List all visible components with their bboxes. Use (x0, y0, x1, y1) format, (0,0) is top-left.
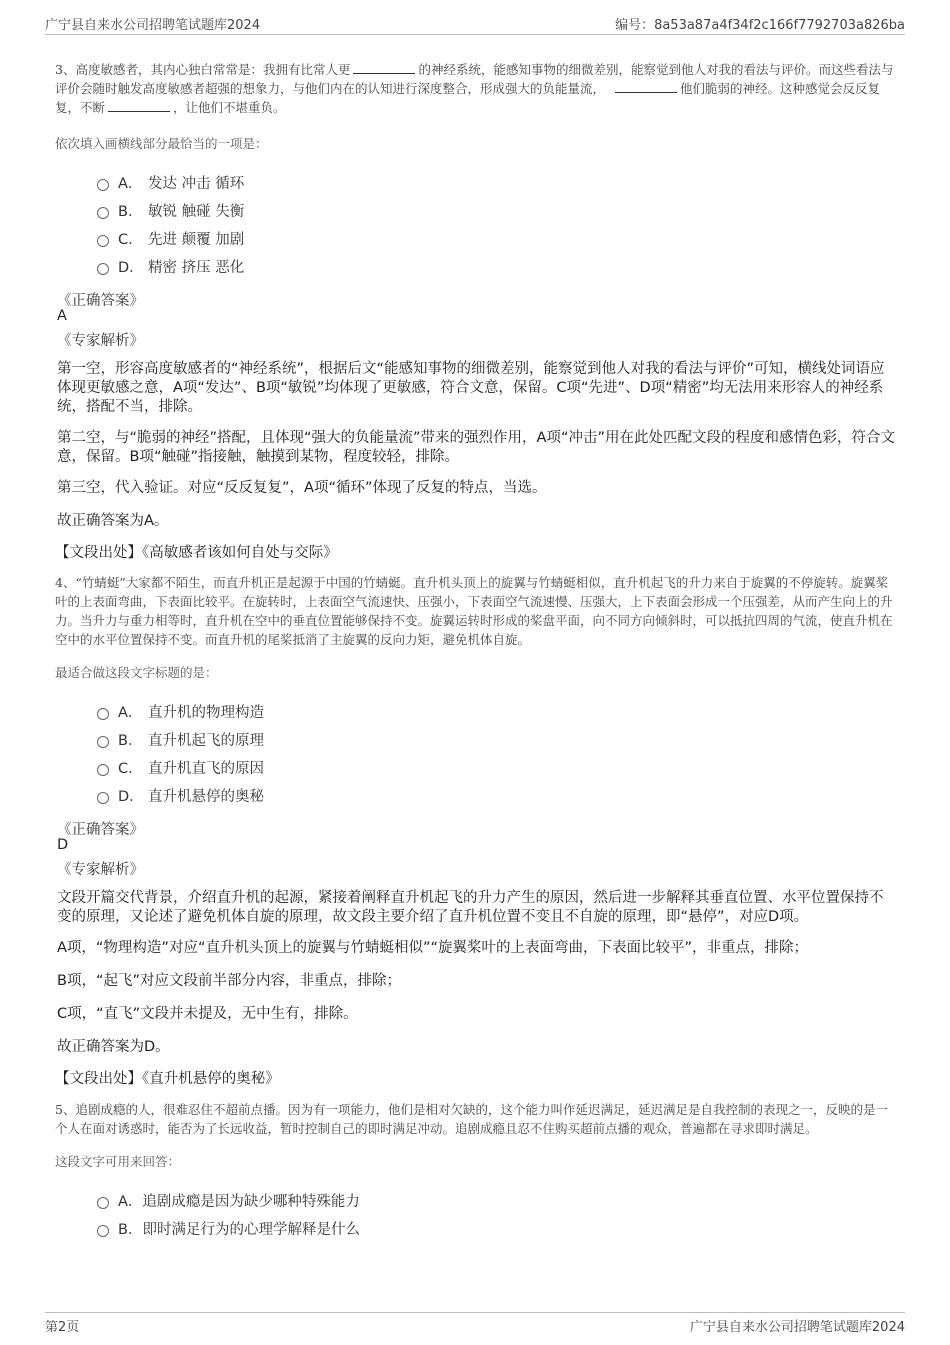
question-4-options (55, 697, 895, 809)
page-number: 第2页 (45, 1320, 80, 1335)
analysis-paragraph: 第二空，与“脆弱的神经”搭配，且体现“强大的负能量流”带来的强烈作用，A项“冲击”用在此处匹配文段的程度和感情色彩，符合文意，保留。B项“触碰”指接触，触摸到某物，程度较轻，排除。 (57, 430, 895, 465)
radio-button-icon[interactable] (97, 764, 109, 776)
answer-label: 《正确答案》 (57, 293, 144, 309)
analysis-paragraph: A项，“物理构造”对应“直升机头顶上的旋翼与竹蜻蜓相似”“旋翼桨叶的上表面弯曲，下表面比较平”，非重点，排除； (57, 940, 808, 956)
analysis-label: 《专家解析》 (57, 333, 144, 349)
source-citation: 【文段出处】《直升机悬停的奥秘》 (55, 1071, 280, 1087)
question-4-text: 4、“竹蜻蜓”大家都不陌生，而直升机正是起源于中国的竹蜻蜓。直升机头顶上的旋翼与竹蜻蜓相似，直升机起飞的升力来自于旋翼的不停旋转。旋翼桨叶的上表面弯曲，下表面比较平。在旋转时，上表面空气流速快、压强小，下表面空气流速慢、压强大，上下表面会形成一个压强差，从而产生向上的升力。当升力与重力相等时，直升机在空中的垂直位置能够保持不变。旋翼运转时形成的桨盘平面，向不同方向倾斜时，可以抵抗四周的气流，使直升机在空中的水平位置保持不变。而直升机的尾桨抵消了主旋翼的反向力矩，避免机体自旋。 (55, 575, 893, 647)
source-citation: 【文段出处】《高敏感者该如何自处与交际》 (55, 545, 338, 561)
option-b[interactable]: B． 即时满足行为的心理学解释是什么 (97, 1214, 895, 1242)
question-5-prompt: 这段文字可用来回答： (55, 1154, 181, 1169)
answer-value: A (57, 308, 67, 324)
option-d[interactable]: D． 直升机悬停的奥秘 (97, 781, 895, 809)
question-4-prompt: 最适合做这段文字标题的是： (55, 665, 218, 680)
page-footer (45, 1312, 905, 1335)
radio-button-icon[interactable] (97, 792, 109, 804)
option-c[interactable]: C． 直升机直飞的原因 (97, 753, 895, 781)
fill-blank-1 (353, 61, 415, 74)
radio-button-icon[interactable] (97, 708, 109, 720)
answer-label: 《正确答案》 (57, 822, 144, 838)
option-a[interactable]: A． 直升机的物理构造 (97, 697, 895, 725)
analysis-conclusion: 故正确答案为D。 (57, 1039, 170, 1055)
analysis-label: 《专家解析》 (57, 862, 144, 878)
radio-button-icon[interactable] (97, 179, 109, 191)
radio-button-icon[interactable] (97, 207, 109, 219)
option-a[interactable]: A． 追剧成瘾是因为缺少哪种特殊能力 (97, 1186, 895, 1214)
page-header (45, 14, 905, 35)
option-d[interactable]: D． 精密 挤压 恶化 (97, 252, 895, 280)
radio-button-icon[interactable] (97, 1225, 109, 1237)
option-c[interactable]: C． 先进 颠覆 加剧 (97, 224, 895, 252)
analysis-paragraph: 第一空，形容高度敏感者的“神经系统”，根据后文“能感知事物的细微差别，能察觉到他人对我的看法与评价”可知，横线处词语应体现更敏感之意，A项“发达”、B项“敏锐”均体现了更敏感，符合文意，保留。C项“先进”、D项“精密”均无法用来形容人的神经系统，搭配不当，排除。 (57, 361, 885, 415)
option-b[interactable]: B． 敏锐 触碰 失衡 (97, 196, 895, 224)
question-5-options (55, 1186, 895, 1242)
analysis-paragraph: B项，“起飞”对应文段前半部分内容，非重点，排除； (57, 973, 401, 989)
option-b[interactable]: B． 直升机起飞的原理 (97, 725, 895, 753)
header-serial-number: 编号：8a53a87a4f34f2c166f7792703a826ba (615, 18, 905, 33)
question-3-options (55, 168, 895, 280)
analysis-paragraph: 文段开篇交代背景，介绍直升机的起源，紧接着阐释直升机起飞的升力产生的原因，然后进一步解释其垂直位置、水平位置保持不变的原理，又论述了避免机体自旋的原理，故文段主要介绍了直升机位置不变且不自旋的原理，即“悬停”，对应D项。 (57, 890, 884, 925)
answer-value: D (57, 837, 69, 853)
radio-button-icon[interactable] (97, 235, 109, 247)
fill-blank-2 (615, 80, 677, 93)
radio-button-icon[interactable] (97, 263, 109, 275)
analysis-paragraph: C项，“直飞”文段并未提及，无中生有，排除。 (57, 1006, 358, 1022)
radio-button-icon[interactable] (97, 736, 109, 748)
option-a[interactable]: A． 发达 冲击 循环 (97, 168, 895, 196)
question-5-text: 5、追剧成瘾的人，很难忍住不超前点播。因为有一项能力，他们是相对欠缺的，这个能力叫作延迟满足，延迟满足是自我控制的表现之一，反映的是一个人在面对诱惑时，能否为了长远收益，暂时控制自己的即时满足冲动。追剧成瘾且忍不住购买超前点播的观众，普遍都在寻求即时满足。 (55, 1102, 888, 1136)
analysis-paragraph: 第三空，代入验证。对应“反反复复”，A项“循环”体现了反复的特点，当选。 (57, 480, 547, 496)
question-3-prompt: 依次填入画横线部分最恰当的一项是： (55, 136, 268, 151)
page-content (55, 60, 895, 1242)
footer-title: 广宁县自来水公司招聘笔试题库2024 (689, 1320, 905, 1335)
question-3-text: 3、高度敏感者，其内心独白常常是：我拥有比常人更 的神经系统，能感知事物的细微差别，能察觉到他人对我的看法与评价。而这些看法与评价会随时触发高度敏感者超强的想象力，与他们内在的认知进行深度整合，形成强大的负能量流， 他们脆弱的神经。这种感觉会反反复复，不断 ，让他们不堪重负。 (55, 62, 894, 115)
fill-blank-3 (108, 99, 170, 112)
analysis-conclusion: 故正确答案为A。 (57, 513, 169, 529)
header-title: 广宁县自来水公司招聘笔试题库2024 (45, 18, 261, 33)
radio-button-icon[interactable] (97, 1197, 109, 1209)
